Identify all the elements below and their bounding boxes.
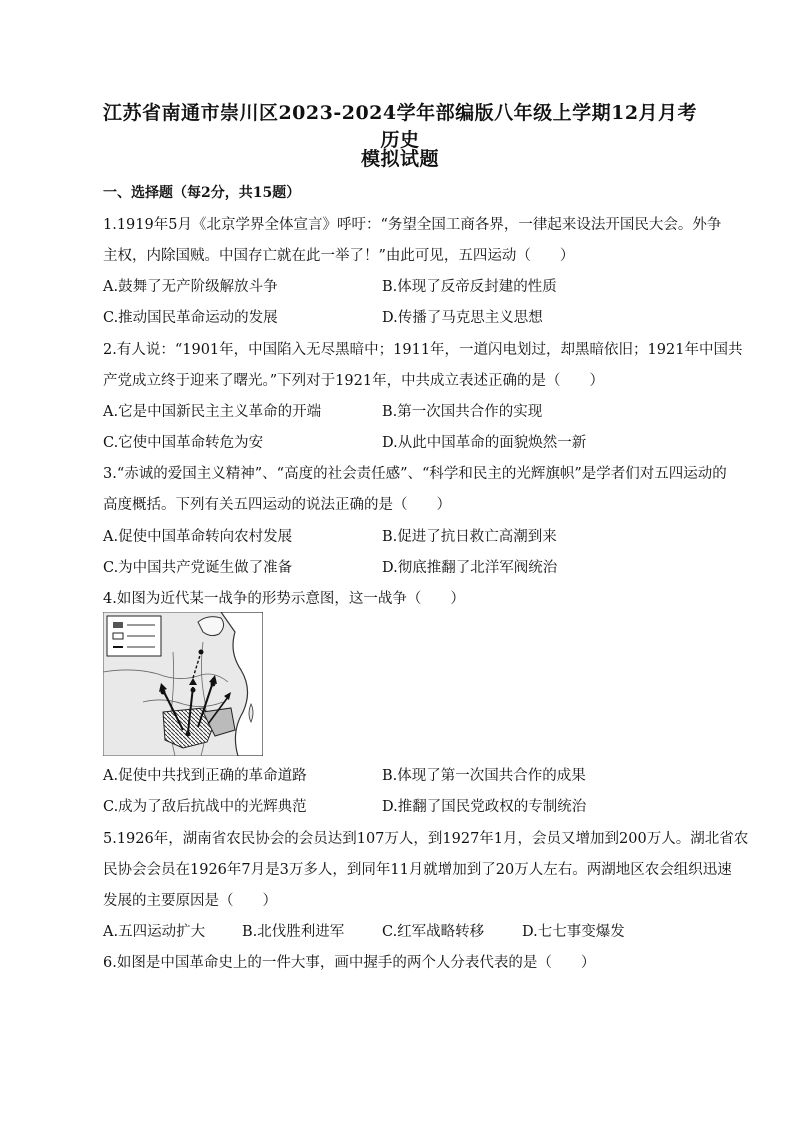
question-4-option-d[interactable]: D.推翻了国民党政权的专制统治 <box>382 799 587 815</box>
question-1-line-1: 1.1919年5月《北京学界全体宣言》呼吁：“务望全国工商各界，一律起来设法开国民大会。外争 <box>103 217 722 233</box>
question-2-option-b[interactable]: B.第一次国共合作的实现 <box>382 404 543 420</box>
question-5-option-c[interactable]: C.红军战略转移 <box>382 924 485 940</box>
question-5-option-b[interactable]: B.北伐胜利进军 <box>242 924 345 940</box>
question-2-option-a[interactable]: A.它是中国新民主主义革命的开端 <box>103 404 322 420</box>
question-4-line-1: 4.如图为近代某一战争的形势示意图，这一战争（ ） <box>103 591 465 607</box>
question-5-option-a[interactable]: A.五四运动扩大 <box>103 924 206 940</box>
question-1-option-a[interactable]: A.鼓舞了无产阶级解放斗争 <box>103 279 278 295</box>
question-3-line-2: 高度概括。下列有关五四运动的说法正确的是（ ） <box>103 497 451 513</box>
question-5-line-2: 民协会会员在1926年7月是3万多人，到同年11月就增加到了20万人左右。两湖地区农会组织迅速 <box>103 862 732 878</box>
question-6-line-1: 6.如图是中国革命史上的一件大事，画中握手的两个人分表代表的是（ ） <box>103 955 596 971</box>
war-situation-map <box>103 612 263 756</box>
question-2-line-1: 2.有人说：“1901年，中国陷入无尽黑暗中；1911年，一道闪电划过，却黑暗依旧；1921年中国共 <box>103 342 743 358</box>
question-2-option-d[interactable]: D.从此中国革命的面貌焕然一新 <box>382 435 587 451</box>
section-heading: 一、选择题（每2分，共15题） <box>103 185 301 201</box>
question-1-line-2: 主权，内除国贼。中国存亡就在此一举了！”由此可见，五四运动（ ） <box>103 248 575 264</box>
question-3-option-b[interactable]: B.促进了抗日救亡高潮到来 <box>382 529 557 545</box>
question-4-option-b[interactable]: B.体现了第一次国共合作的成果 <box>382 768 586 784</box>
exam-subtitle: 模拟试题 <box>360 148 439 170</box>
question-5-line-1: 5.1926年，湖南省农民协会的会员达到107万人，到1927年1月，会员又增加到200万人。湖北省农 <box>103 831 749 847</box>
question-3-line-1: 3.“赤诚的爱国主义精神”、“高度的社会责任感”、“科学和民主的光辉旗帜”是学者们对五四运动的 <box>103 466 727 482</box>
question-5-option-d[interactable]: D.七七事变爆发 <box>522 924 625 940</box>
question-2-line-2: 产党成立终于迎来了曙光。”下列对于1921年，中共成立表述正确的是（ ） <box>103 373 605 389</box>
question-2-option-c[interactable]: C.它使中国革命转危为安 <box>103 435 264 451</box>
question-1-option-d[interactable]: D.传播了马克思主义思想 <box>382 310 543 326</box>
question-1-option-b[interactable]: B.体现了反帝反封建的性质 <box>382 279 557 295</box>
question-5-line-3: 发展的主要原因是（ ） <box>103 893 277 909</box>
question-3-option-d[interactable]: D.彻底推翻了北洋军阀统治 <box>382 560 558 576</box>
question-3-option-c[interactable]: C.为中国共产党诞生做了准备 <box>103 560 293 576</box>
question-4-option-a[interactable]: A.促使中共找到正确的革命道路 <box>103 768 307 784</box>
question-3-option-a[interactable]: A.促使中国革命转向农村发展 <box>103 529 293 545</box>
question-4-option-c[interactable]: C.成为了敌后抗战中的光辉典范 <box>103 799 307 815</box>
question-1-option-c[interactable]: C.推动国民革命运动的发展 <box>103 310 278 326</box>
exam-title: 江苏省南通市崇川区2023-2024学年部编版八年级上学期12月月考历史 <box>102 102 698 151</box>
